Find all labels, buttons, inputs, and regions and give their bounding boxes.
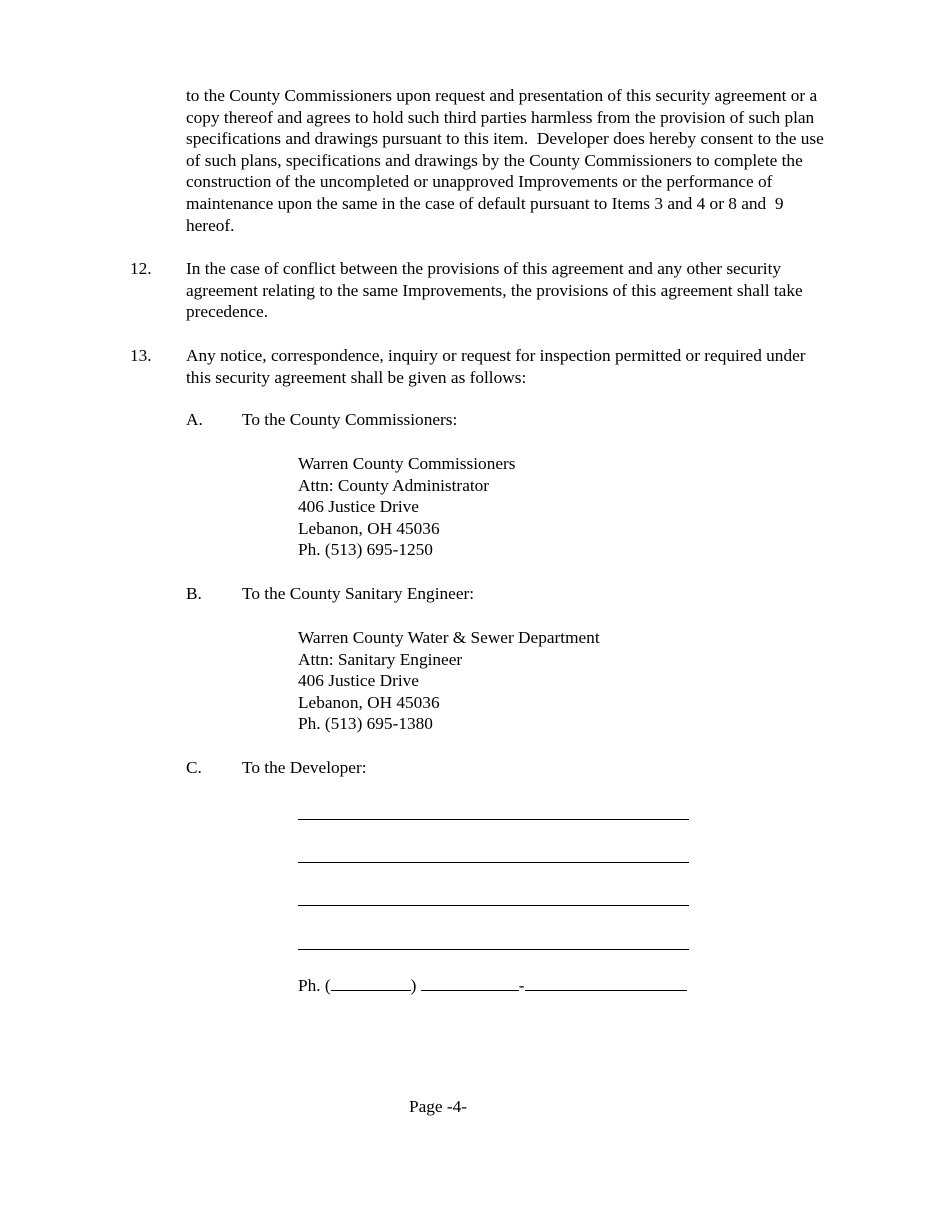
address-street: 406 Justice Drive [298,671,419,691]
address-city: Lebanon, OH 45036 [298,692,440,712]
address-attn: Attn: County Administrator [298,475,490,495]
paragraph-line: copy thereof and agrees to hold such third parties harmless from the provision of such plan [186,107,815,127]
phone-prefix: Ph. ( [298,976,331,995]
recipient-b-address [298,627,600,735]
item-12-text [186,258,803,323]
recipient-b-letter: B. [186,584,202,603]
developer-phone-line [298,974,687,997]
address-name: Warren County Commissioners [298,454,516,473]
page-number: Page -4- [408,1097,468,1116]
address-name: Warren County Water & Sewer Department [298,628,600,647]
paragraph-line: of such plans, specifications and drawings by the County Commissioners to complete the [186,150,803,170]
recipient-c-heading: To the Developer: [242,758,367,777]
phone-dash: - [518,976,525,995]
continuation-paragraph [186,85,824,236]
address-city: Lebanon, OH 45036 [298,518,440,538]
paragraph-line: this security agreement shall be given as follows: [186,367,527,387]
paragraph-line: maintenance upon the same in the case of default pursuant to Items 3 and 4 or 8 and 9 [186,193,784,213]
item-13-text [186,345,806,388]
paragraph-line: construction of the uncompleted or unapproved Improvements or the performance of [186,172,773,192]
developer-attn-blank[interactable] [298,862,689,863]
address-attn: Attn: Sanitary Engineer [298,649,463,669]
paragraph-line: In the case of conflict between the provisions of this agreement and any other security [186,259,782,278]
recipient-b-heading: To the County Sanitary Engineer: [242,584,475,603]
address-phone: Ph. (513) 695-1250 [298,540,433,560]
recipient-c-letter: C. [186,758,202,777]
phone-close: ) [410,976,417,995]
recipient-a-heading: To the County Commissioners: [242,410,458,429]
recipient-a-address [298,453,515,561]
address-street: 406 Justice Drive [298,497,419,517]
paragraph-line: to the County Commissioners upon request and presentation of this security agreement or a [186,86,818,105]
address-phone: Ph. (513) 695-1380 [298,714,433,734]
paragraph-line: hereof. [186,215,235,235]
developer-street-blank[interactable] [298,905,689,906]
item-12-number: 12. [130,259,152,278]
developer-name-blank[interactable] [298,819,689,820]
paragraph-line: specifications and drawings pursuant to this item. Developer does hereby consent to the use [186,129,824,149]
phone-number-blank[interactable] [525,974,687,991]
recipient-a-letter: A. [186,410,203,429]
paragraph-line: agreement relating to the same Improvements, the provisions of this agreement shall take [186,280,803,300]
phone-exchange-blank[interactable] [421,974,519,991]
paragraph-line: precedence. [186,302,269,322]
developer-city-blank[interactable] [298,949,689,950]
area-code-blank[interactable] [331,974,411,991]
item-13-number: 13. [130,346,152,365]
paragraph-line: Any notice, correspondence, inquiry or request for inspection permitted or required under [186,346,806,365]
